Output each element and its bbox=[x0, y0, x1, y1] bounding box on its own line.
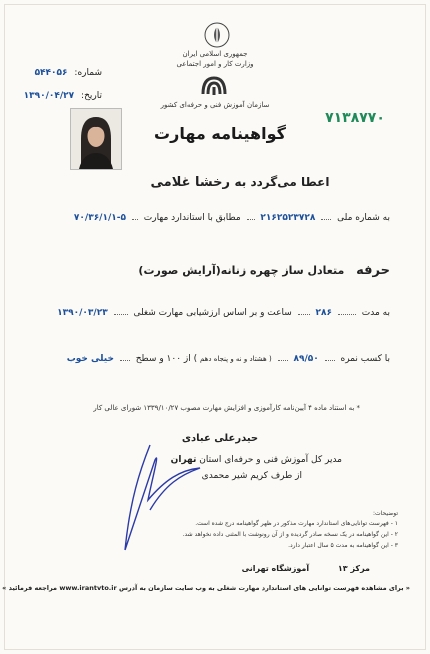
signer-name: حیدرعلی عبادی bbox=[181, 433, 259, 444]
profession-value: متعادل ساز چهره زنانه(آرایش صورت) bbox=[138, 264, 345, 277]
standard-label: مطابق با استاندارد مهارت bbox=[143, 213, 241, 223]
score-suffix: ) از ۱۰۰ و سطح bbox=[135, 354, 198, 364]
number-label: شماره: bbox=[74, 68, 102, 78]
iran-emblem-icon bbox=[204, 22, 230, 48]
hours-label: ساعت و بر اساس ارزشیابی مهارت شغلی bbox=[133, 308, 292, 318]
center-label: مرکز bbox=[350, 564, 370, 573]
tvto-logo-icon bbox=[197, 74, 231, 98]
score-value: ۸۹/۵۰ bbox=[293, 354, 319, 364]
duration-value: ۲۸۶ bbox=[315, 308, 333, 318]
date-label: تاریخ: bbox=[81, 91, 102, 101]
footer-note: « برای مشاهده فهرست توانایی های استاندارد مهارت شغلی به وب سایت سازمان به آدرس www.irantvto.ir مراجعه فرمائید » bbox=[2, 584, 410, 592]
national-id-label: به شماره ملی bbox=[337, 213, 390, 223]
score-label: با کسب نمره bbox=[340, 354, 390, 364]
certificate-title: گواهینامه مهارت bbox=[154, 124, 286, 143]
note-item-2: ۲ - این گواهینامه در یک نسخه صادر گردیده و از آن رونوشت با المثنی داده نخواهد شد. bbox=[182, 531, 398, 538]
note-item-1: ۱ - فهرست توانایی‌های استاندارد مهارت مذکور در ظهر گواهینامه درج شده است. bbox=[195, 520, 398, 527]
duration-row bbox=[57, 308, 390, 318]
note-item-3: ۳ - این گواهینامه به مدت ۵ سال اعتبار دارد. bbox=[288, 542, 398, 549]
national-id-value: ۲۱۶۲۵۲۳۷۲۸ bbox=[260, 213, 316, 223]
evaluation-date: ۱۳۹۰/۰۳/۲۳ bbox=[57, 308, 108, 318]
score-words: ( هشتاد و نه و پنجاه دهم bbox=[200, 355, 272, 363]
certificate-date bbox=[24, 91, 102, 101]
province: تهران bbox=[170, 455, 197, 465]
notes-heading: توضیحات: bbox=[372, 510, 398, 517]
recipient-name: رخشا غلامی bbox=[150, 175, 230, 190]
duration-label: به مدت bbox=[361, 308, 390, 318]
date-value: ۱۳۹۰/۰۴/۲۷ bbox=[23, 91, 75, 101]
center-number: ۱۳ bbox=[337, 564, 348, 573]
legal-note: * به استناد ماده ۴ آیین‌نامه کارآموزی و افزایش مهارت مصوب ۱۳۳۹/۱۰/۲۷ شورای عالی کار bbox=[93, 404, 360, 412]
number-value: ۵۴۴۰۵۶ bbox=[34, 68, 68, 78]
certificate-number bbox=[35, 68, 102, 78]
recipient-photo bbox=[70, 108, 122, 170]
standard-value: ۵-۷۰/۳۶/۱/۱ bbox=[73, 213, 126, 223]
serial-number: ۷۱۳۸۷۷۰ bbox=[325, 110, 385, 126]
award-line bbox=[120, 175, 360, 190]
profession-row bbox=[90, 263, 390, 278]
on-behalf: از طرف کریم شیر محمدی bbox=[201, 471, 302, 481]
national-id-row bbox=[74, 213, 390, 223]
org-name: سازمان آموزش فنی و حرفه‌ای کشور bbox=[160, 101, 270, 109]
score-row bbox=[67, 354, 390, 364]
level-value: خیلی خوب bbox=[66, 354, 114, 364]
gov-line-2: وزارت کار و امور اجتماعی bbox=[176, 60, 254, 68]
gov-line-1: جمهوری اسلامی ایران bbox=[182, 50, 248, 58]
center-name: آموزشگاه تهرانی bbox=[241, 564, 310, 573]
training-center bbox=[242, 564, 370, 573]
profession-label: حرفه bbox=[356, 263, 390, 278]
greeting-prefix: اعطا می‌گردد به bbox=[234, 175, 330, 189]
signer-title: مدیر کل آموزش فنی و حرفه‌ای استان bbox=[199, 455, 342, 465]
